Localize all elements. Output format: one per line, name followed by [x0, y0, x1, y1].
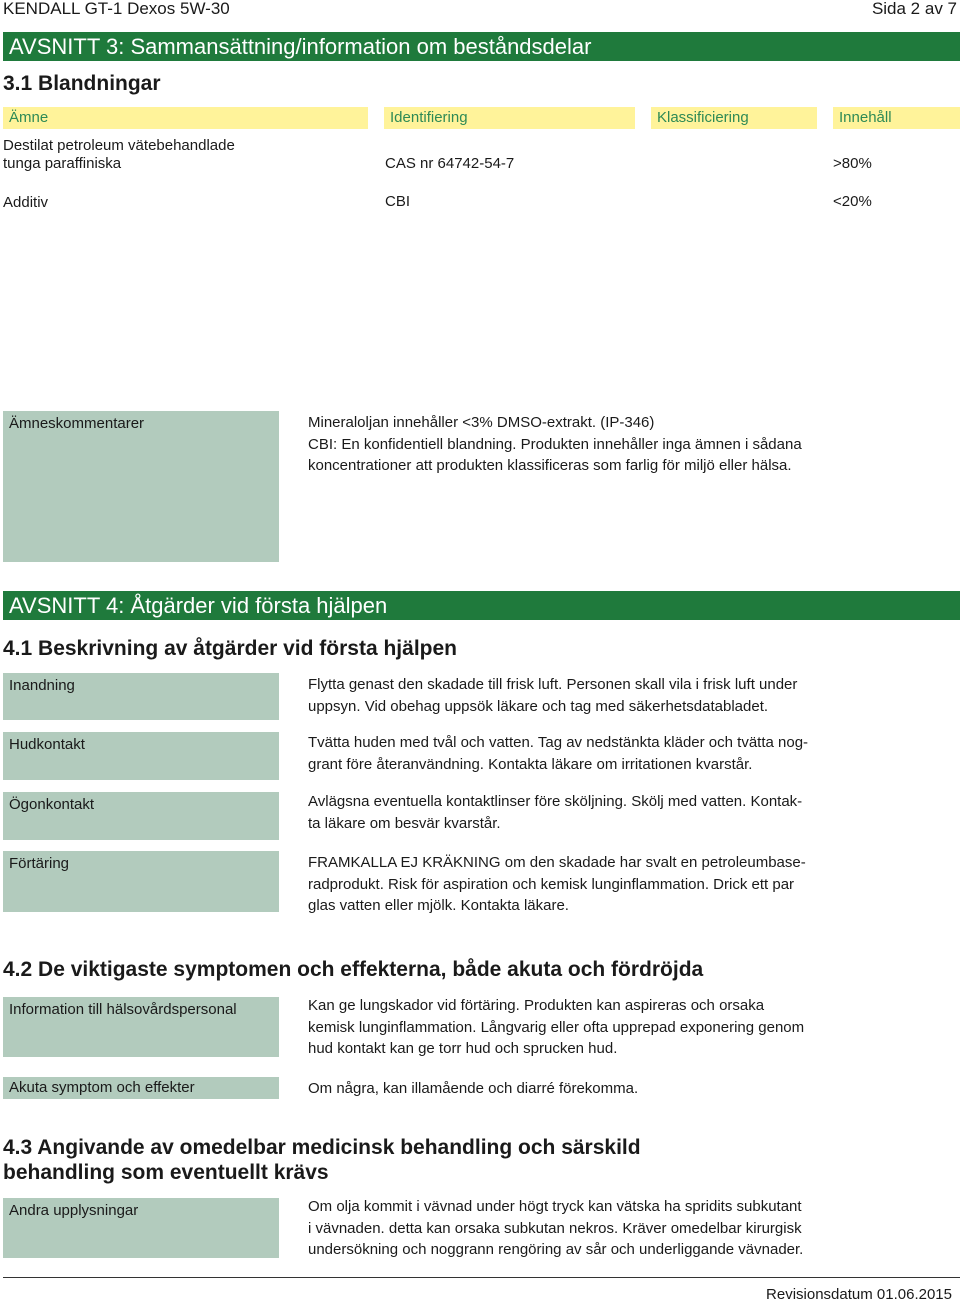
footer-divider: [3, 1277, 960, 1278]
label-eye-contact: Ögonkontakt: [3, 792, 279, 840]
label-acute-symptoms: Akuta symptom och effekter: [3, 1077, 279, 1099]
revision-date: Revisionsdatum 01.06.2015: [766, 1286, 952, 1303]
column-header-classification: Klassificiering: [651, 107, 817, 129]
skin-contact-text: Tvätta huden med tvål och vatten. Tag av nedstänkta kläder och tvätta nog- grant före återanvändning. Kontakta läkare om irritationen kvarstår.: [308, 734, 809, 773]
table-row-content: <20%: [833, 193, 872, 210]
label-substance-comments: Ämneskommentarer: [3, 411, 279, 562]
substance-comments-text: Mineraloljan innehåller <3% DMSO-extrakt. (IP-346) CBI: En konfidentiell blandning. Produkten innehåller inga ämnen i sådana koncentrationer att produkten klassificeras som farlig för miljö eller hälsa.: [308, 414, 802, 474]
column-header-identification: Identifiering: [384, 107, 635, 129]
table-row-identification: CAS nr 64742-54-7: [385, 155, 515, 172]
label-inhalation: Inandning: [3, 673, 279, 720]
subsection-4-2-heading: 4.2 De viktigaste symptomen och effekterna, både akuta och fördröjda: [3, 958, 704, 981]
substance-line: Destilat petroleum vätebehandlade: [3, 137, 235, 154]
table-row-substance: Additiv: [3, 194, 49, 211]
label-other-info: Andra upplysningar: [3, 1198, 279, 1258]
column-header-content: Innehåll: [833, 107, 960, 129]
label-ingestion: Förtäring: [3, 851, 279, 912]
subsection-4-3-heading: 4.3 Angivande av omedelbar medicinsk behandling och särskild behandling som eventuellt krävs: [3, 1136, 641, 1184]
table-row-identification: CBI: [385, 193, 411, 210]
inhalation-text: Flytta genast den skadade till frisk luft. Personen skall vila i frisk luft under uppsyn. Vid obehag uppsök läkare och tag med säkerhetsdatabladet.: [308, 676, 798, 715]
subsection-3-1-heading: 3.1 Blandningar: [3, 72, 161, 95]
acute-symptoms-text: Om några, kan illamående och diarré förekomma.: [308, 1080, 639, 1097]
section-4-heading: AVSNITT 4: Åtgärder vid första hjälpen: [3, 591, 960, 620]
substance-line: tunga paraffiniska: [3, 155, 122, 172]
table-row-content: >80%: [833, 155, 872, 172]
column-header-substance: Ämne: [3, 107, 368, 129]
page-number: Sida 2 av 7: [871, 0, 957, 18]
label-skin-contact: Hudkontakt: [3, 732, 279, 780]
section-3-heading: AVSNITT 3: Sammansättning/information om beståndsdelar: [3, 32, 960, 61]
product-name: KENDALL GT-1 Dexos 5W-30: [3, 0, 230, 18]
eye-contact-text: Avlägsna eventuella kontaktlinser före sköljning. Skölj med vatten. Kontak- ta läkare om besvär kvarstår.: [308, 793, 803, 832]
subsection-4-1-heading: 4.1 Beskrivning av åtgärder vid första hjälpen: [3, 637, 457, 660]
other-info-text: Om olja kommit i vävnad under högt tryck kan vätska ha spridits subkutant i vävnaden. detta kan orsaka subkutan nekros. Kräver omedelbar kirurgisk undersökning och noggrann rengöring av sår och underliggande vävnader.: [308, 1198, 804, 1258]
label-healthcare-info: Information till hälsovårdspersonal: [3, 997, 279, 1057]
table-row-substance: [3, 137, 235, 173]
healthcare-info-text: Kan ge lungskador vid förtäring. Produkten kan aspireras och orsaka kemisk lunginflammation. Långvarig eller ofta upprepad exponering genom hud kontakt kan ge torr hud och sprucken hud.: [308, 997, 805, 1057]
ingestion-text: FRAMKALLA EJ KRÄKNING om den skadade har svalt en petroleumbase- radprodukt. Risk för aspiration och kemisk lunginflammation. Drick ett par glas vatten eller mjölk. Kontakta läkare.: [308, 854, 806, 914]
